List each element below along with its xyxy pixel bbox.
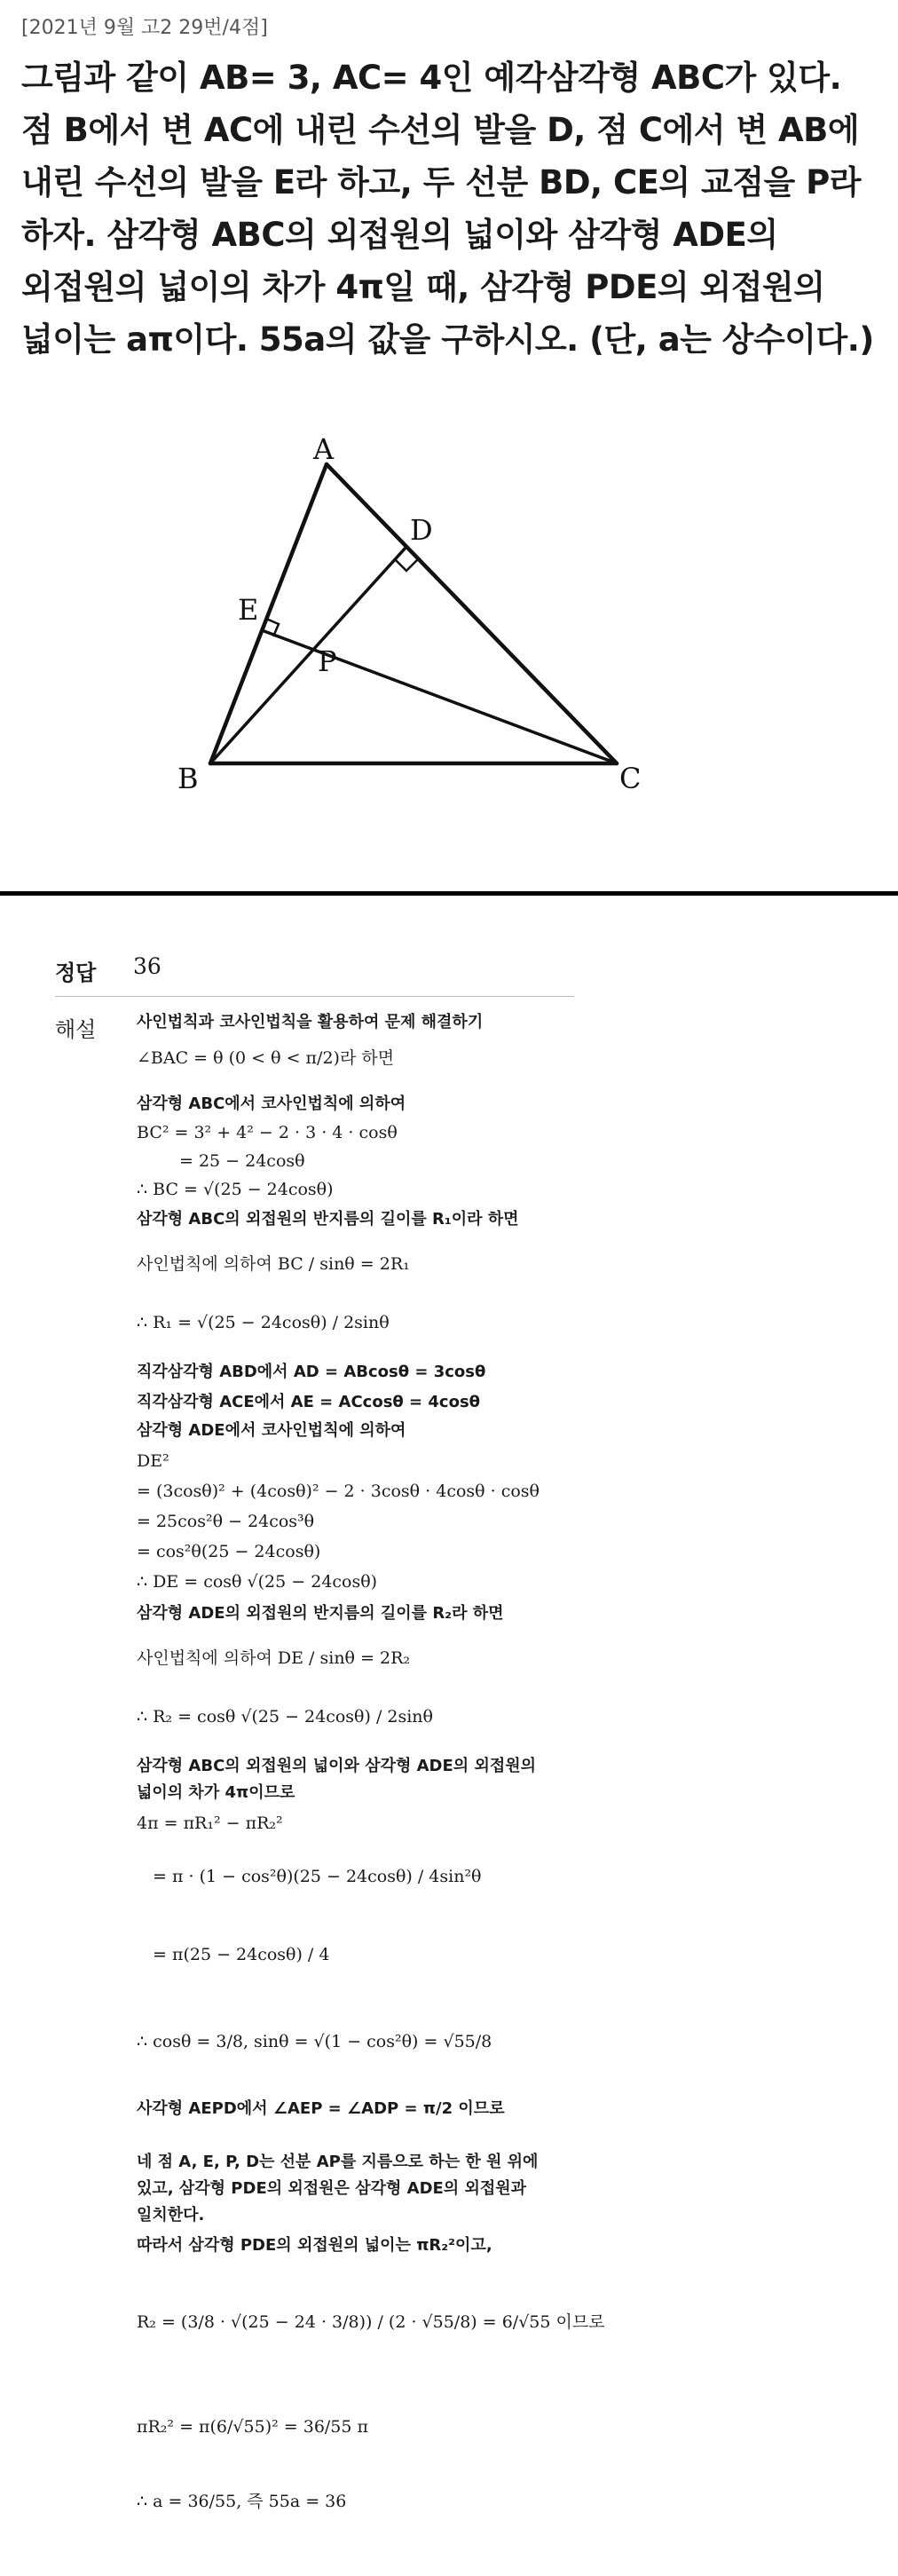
segment-ce bbox=[262, 630, 617, 763]
answer-value: 36 bbox=[133, 953, 161, 979]
problem-line: 넓이는 aπ이다. 55a의 값을 구하시오. (단, a는 상수이다.) bbox=[21, 320, 874, 359]
explanation-line: 삼각형 ADE의 외접원의 반지름의 길이를 R₂라 하면 bbox=[137, 1604, 504, 1623]
explanation-line: DE² bbox=[137, 1451, 169, 1471]
explanation-line: 직각삼각형 ABD에서 AD = ABcosθ = 3cosθ bbox=[137, 1363, 486, 1381]
label-b: B bbox=[177, 762, 199, 795]
problem-line: 외접원의 넓이의 차가 4π일 때, 삼각형 PDE의 외접원의 bbox=[21, 268, 825, 306]
segment-bd bbox=[210, 547, 406, 763]
section-divider bbox=[0, 891, 898, 896]
explanation-line: = 25cos²θ − 24cos³θ bbox=[137, 1512, 315, 1531]
right-angle-mark-d bbox=[395, 559, 418, 571]
answer-label: 정답 bbox=[55, 960, 97, 985]
explanation-line: 네 점 A, E, P, D는 선분 AP를 지름으로 하는 한 원 위에 bbox=[137, 2153, 539, 2171]
source-tag: [2021년 9월 고2 29번/4점] bbox=[21, 17, 268, 39]
explanation-line: πR₂² = π(6/√55)² = 36/55 π bbox=[137, 2417, 369, 2437]
explanation-line: ∴ cosθ = 3/8, sinθ = √(1 − cos²θ) = √55/8 bbox=[137, 2032, 492, 2051]
label-a: A bbox=[313, 435, 335, 466]
explanation-line: ∴ R₂ = cosθ √(25 − 24cosθ) / 2sinθ bbox=[137, 1707, 433, 1727]
explanation-line: 사각형 AEPD에서 ∠AEP = ∠ADP = π/2 이므로 bbox=[137, 2099, 505, 2118]
explanation-line: 삼각형 ABC에서 코사인법칙에 의하여 bbox=[137, 1094, 406, 1113]
explanation-line: R₂ = (3/8 · √(25 − 24 · 3/8)) / (2 · √55/8) = 6/√55 이므로 bbox=[137, 2312, 605, 2332]
explanation-line: ∴ a = 36/55, 즉 55a = 36 bbox=[137, 2492, 347, 2511]
problem-line: 점 B에서 변 AC에 내린 수선의 발을 D, 점 C에서 변 AB에 bbox=[21, 111, 860, 149]
explanation-line: = π · (1 − cos²θ)(25 − 24cosθ) / 4sin²θ bbox=[153, 1867, 482, 1886]
side-ac bbox=[327, 464, 617, 763]
explanation-line: = (3cosθ)² + (4cosθ)² − 2 · 3cosθ · 4cosθ · cosθ bbox=[137, 1482, 540, 1501]
problem-line: 하자. 삼각형 ABC의 외접원의 넓이와 삼각형 ADE의 bbox=[21, 216, 778, 254]
explanation-line: 4π = πR₁² − πR₂² bbox=[137, 1813, 283, 1833]
explanation-line: ∠BAC = θ (0 < θ < π/2)라 하면 bbox=[137, 1048, 395, 1068]
explanation-line: 있고, 삼각형 PDE의 외접원은 삼각형 ADE의 외접원과 bbox=[137, 2179, 527, 2198]
explanation-line: = 25 − 24cosθ bbox=[179, 1151, 305, 1171]
label-e: E bbox=[238, 593, 259, 627]
explanation-line: ∴ BC = √(25 − 24cosθ) bbox=[137, 1180, 334, 1199]
explanation-line: 사인법칙과 코사인법칙을 활용하여 문제 해결하기 bbox=[137, 1013, 484, 1031]
explanation-line: 삼각형 ABC의 외접원의 반지름의 길이를 R₁이라 하면 bbox=[137, 1210, 519, 1229]
explanation-line: 삼각형 ABC의 외접원의 넓이와 삼각형 ADE의 외접원의 bbox=[137, 1757, 536, 1775]
problem-line: 내린 수선의 발을 E라 하고, 두 선분 BD, CE의 교점을 P라 bbox=[21, 163, 862, 201]
explanation-label: 해설 bbox=[55, 1017, 97, 1042]
explanation-line: 직각삼각형 ACE에서 AE = ACcosθ = 4cosθ bbox=[137, 1393, 481, 1411]
answer-rule bbox=[55, 996, 574, 997]
explanation-line: 사인법칙에 의하여 BC / sinθ = 2R₁ bbox=[137, 1254, 410, 1274]
explanation-line: 삼각형 ADE에서 코사인법칙에 의하여 bbox=[137, 1421, 406, 1440]
explanation-line: 넓이의 차가 4π이므로 bbox=[137, 1783, 295, 1802]
label-c: C bbox=[619, 762, 642, 795]
explanation-line: 따라서 삼각형 PDE의 외접원의 넓이는 πR₂²이고, bbox=[137, 2236, 492, 2255]
explanation-line: 일치한다. bbox=[137, 2206, 205, 2224]
side-ab bbox=[210, 464, 327, 763]
explanation-line: 사인법칙에 의하여 DE / sinθ = 2R₂ bbox=[137, 1648, 411, 1668]
explanation-line: BC² = 3² + 4² − 2 · 3 · 4 · cosθ bbox=[137, 1123, 398, 1142]
explanation-line: ∴ R₁ = √(25 − 24cosθ) / 2sinθ bbox=[137, 1313, 390, 1332]
label-d: D bbox=[410, 513, 433, 547]
triangle-diagram bbox=[0, 435, 898, 808]
explanation-line: = cos²θ(25 − 24cosθ) bbox=[137, 1542, 321, 1561]
explanation-line: ∴ DE = cosθ √(25 − 24cosθ) bbox=[137, 1572, 378, 1592]
explanation-line: = π(25 − 24cosθ) / 4 bbox=[153, 1945, 330, 1964]
problem-line: 그림과 같이 AB= 3, AC= 4인 예각삼각형 ABC가 있다. bbox=[21, 59, 842, 97]
problem-statement bbox=[21, 51, 873, 366]
label-p: P bbox=[318, 644, 337, 678]
